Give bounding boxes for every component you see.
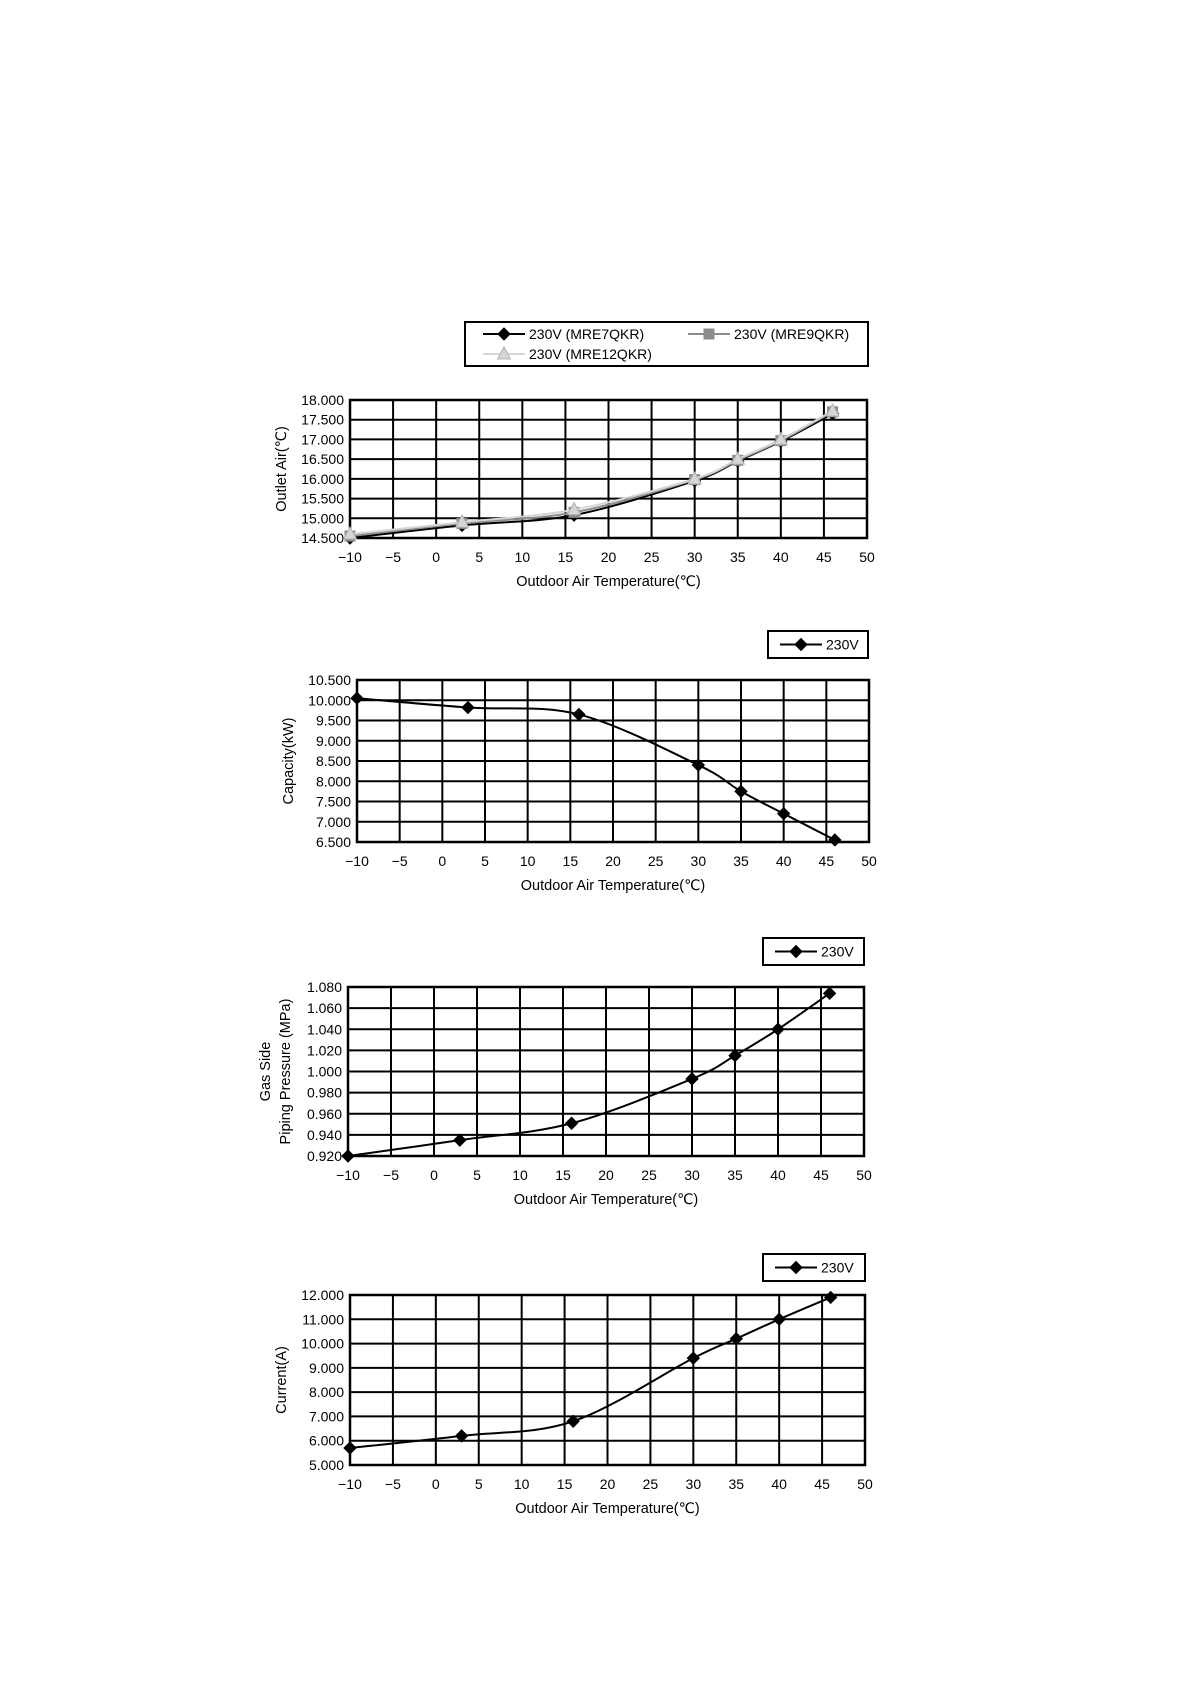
y-tick-label: 6.000 xyxy=(308,1432,344,1449)
legend-label: 230V (MRE12QKR) xyxy=(529,346,652,362)
x-tick-label: −10 xyxy=(338,1476,362,1492)
y-tick-label: 1.040 xyxy=(306,1021,342,1038)
y-tick-label: 6.500 xyxy=(315,834,351,850)
y-tick-label: 11.000 xyxy=(302,1311,344,1328)
x-tick-label: 20 xyxy=(598,1167,614,1183)
series-1 xyxy=(344,1291,837,1454)
data-point xyxy=(773,1313,785,1325)
x-axis-label: Outdoor Air Temperature(℃) xyxy=(520,878,706,894)
x-tick-label: −10 xyxy=(336,1167,360,1183)
y-tick-label: 10.000 xyxy=(301,1335,344,1352)
x-tick-label: 0 xyxy=(438,853,447,869)
data-point xyxy=(772,1023,784,1035)
capacity-chart xyxy=(281,631,877,894)
y-tick-label: 12.000 xyxy=(301,1287,344,1303)
data-point xyxy=(687,1352,699,1364)
y-tick-label: 9.500 xyxy=(315,712,351,729)
x-tick-label: 15 xyxy=(557,549,574,565)
legend-label: 230V (MRE9QKR) xyxy=(734,326,850,342)
x-tick-label: −5 xyxy=(383,1167,399,1183)
legend xyxy=(465,322,868,366)
x-tick-label: 15 xyxy=(555,1167,571,1183)
x-tick-label: −10 xyxy=(345,853,369,869)
legend-label: 230V (MRE7QKR) xyxy=(529,326,645,342)
x-axis-label: Outdoor Air Temperature(℃) xyxy=(516,574,701,590)
x-tick-label: 10 xyxy=(514,549,531,565)
x-tick-label: 20 xyxy=(599,1476,616,1492)
x-tick-label: −10 xyxy=(338,549,362,565)
x-tick-label: −5 xyxy=(384,1476,401,1492)
data-point xyxy=(566,1117,578,1129)
data-point xyxy=(729,1050,741,1062)
data-point xyxy=(829,834,841,846)
y-axis-label: Piping Pressure (MPa) xyxy=(278,998,294,1145)
x-tick-label: 30 xyxy=(690,853,707,869)
y-tick-label: 0.920 xyxy=(306,1148,342,1164)
y-tick-label: 9.000 xyxy=(308,1359,344,1376)
legend-label: 230V xyxy=(826,636,859,653)
x-tick-label: 40 xyxy=(771,1476,787,1492)
x-tick-label: 50 xyxy=(859,549,875,565)
x-tick-label: 30 xyxy=(684,1167,700,1183)
x-tick-label: 40 xyxy=(770,1167,786,1183)
x-tick-label: 45 xyxy=(816,549,832,565)
y-tick-label: 8.500 xyxy=(315,753,351,769)
x-tick-label: 15 xyxy=(556,1476,573,1492)
x-tick-label: −5 xyxy=(391,853,408,869)
x-tick-label: 0 xyxy=(431,1476,440,1492)
legend xyxy=(763,1254,865,1281)
x-tick-label: 40 xyxy=(773,549,789,565)
x-tick-label: 50 xyxy=(861,853,877,869)
data-point xyxy=(351,692,363,704)
y-axis-label: Current(A) xyxy=(274,1346,290,1414)
x-tick-label: 50 xyxy=(856,1167,872,1183)
y-tick-label: 7.000 xyxy=(315,813,351,830)
y-tick-label: 15.000 xyxy=(301,510,344,527)
grid xyxy=(350,400,867,538)
gas-side-pressure-chart xyxy=(258,938,872,1208)
x-tick-label: 0 xyxy=(432,549,441,565)
x-tick-label: 35 xyxy=(727,1167,743,1183)
y-tick-label: 1.080 xyxy=(306,979,342,995)
y-tick-label: 14.500 xyxy=(301,530,344,546)
data-point xyxy=(735,785,747,797)
y-tick-label: 7.000 xyxy=(308,1408,344,1425)
series-1 xyxy=(351,692,841,846)
x-tick-label: 25 xyxy=(641,1167,657,1183)
y-tick-label: 16.500 xyxy=(301,451,344,468)
x-tick-label: 45 xyxy=(814,1476,830,1492)
x-tick-label: −5 xyxy=(385,549,402,565)
series-1 xyxy=(344,408,839,544)
data-point xyxy=(825,1291,837,1303)
x-tick-label: 5 xyxy=(473,1167,481,1183)
x-tick-label: 10 xyxy=(519,853,536,869)
outlet-air-chart xyxy=(274,322,875,590)
data-point xyxy=(344,1442,356,1454)
x-tick-label: 45 xyxy=(818,853,835,869)
legend xyxy=(763,938,864,965)
x-axis-label: Outdoor Air Temperature(℃) xyxy=(513,1192,699,1208)
series-line xyxy=(348,993,830,1156)
x-tick-label: 10 xyxy=(513,1476,530,1492)
x-tick-label: 0 xyxy=(430,1167,438,1183)
x-tick-label: 20 xyxy=(605,853,621,869)
current-chart xyxy=(274,1254,873,1517)
series-line xyxy=(350,414,833,538)
y-tick-label: 15.500 xyxy=(301,490,344,507)
x-tick-label: 35 xyxy=(729,549,746,565)
data-point xyxy=(342,1150,354,1162)
legend-label: 230V xyxy=(821,943,854,960)
x-tick-label: 50 xyxy=(857,1476,873,1492)
y-tick-label: 0.980 xyxy=(306,1084,342,1101)
x-tick-label: 25 xyxy=(647,853,664,869)
x-tick-label: 35 xyxy=(728,1476,745,1492)
x-tick-label: 25 xyxy=(642,1476,659,1492)
legend-marker xyxy=(704,329,714,339)
y-tick-label: 1.020 xyxy=(306,1042,342,1059)
data-point xyxy=(686,1073,698,1085)
y-axis-label: Gas Side xyxy=(258,1041,274,1102)
y-axis-label: Capacity(kW) xyxy=(281,717,297,805)
data-point xyxy=(778,808,790,820)
legend-label: 230V xyxy=(821,1259,854,1276)
y-tick-label: 17.000 xyxy=(301,431,344,448)
data-point xyxy=(454,1134,466,1146)
x-tick-label: 5 xyxy=(475,549,484,565)
x-tick-label: 35 xyxy=(733,853,749,869)
series-2 xyxy=(345,407,838,541)
y-axis-label: Outlet Air(℃) xyxy=(274,426,290,512)
y-tick-label: 0.940 xyxy=(306,1126,342,1143)
y-tick-label: 10.000 xyxy=(308,692,351,709)
y-tick-label: 18.000 xyxy=(301,392,344,408)
x-tick-label: 30 xyxy=(685,1476,702,1492)
grid xyxy=(348,987,864,1156)
x-tick-label: 5 xyxy=(474,1476,483,1492)
series-line xyxy=(350,411,833,534)
data-point xyxy=(824,987,836,999)
x-tick-label: 25 xyxy=(643,549,660,565)
x-axis-label: Outdoor Air Temperature(℃) xyxy=(515,1501,700,1517)
x-tick-label: 20 xyxy=(600,549,617,565)
y-tick-label: 0.960 xyxy=(306,1105,342,1122)
y-tick-label: 5.000 xyxy=(308,1457,344,1473)
x-tick-label: 5 xyxy=(481,853,489,869)
y-tick-label: 16.000 xyxy=(301,470,344,487)
data-point xyxy=(462,702,474,714)
y-tick-label: 1.000 xyxy=(306,1063,342,1080)
y-tick-label: 1.060 xyxy=(306,1000,342,1017)
y-tick-label: 9.000 xyxy=(315,732,351,749)
x-tick-label: 45 xyxy=(813,1167,829,1183)
x-tick-label: 15 xyxy=(562,853,579,869)
x-tick-label: 40 xyxy=(775,853,792,869)
x-tick-label: 10 xyxy=(512,1167,528,1183)
x-tick-label: 30 xyxy=(686,549,703,565)
series-line xyxy=(357,698,835,840)
y-tick-label: 8.000 xyxy=(308,1384,344,1401)
y-tick-label: 10.500 xyxy=(308,672,351,688)
y-tick-label: 7.500 xyxy=(315,793,351,810)
y-tick-label: 17.500 xyxy=(301,411,344,428)
legend xyxy=(768,631,868,658)
data-point xyxy=(573,708,585,720)
y-tick-label: 8.000 xyxy=(315,773,351,790)
